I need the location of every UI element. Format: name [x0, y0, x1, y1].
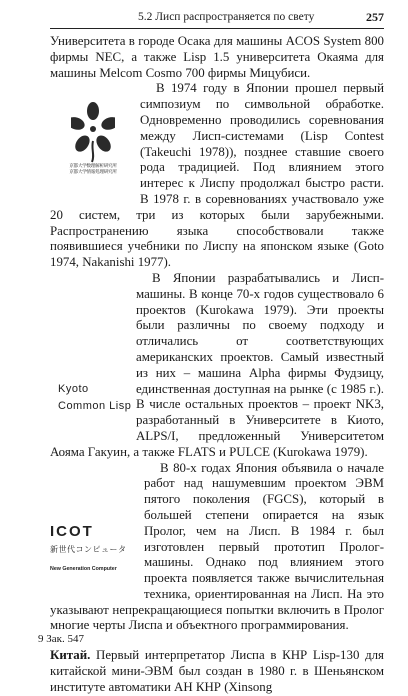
- paragraph-2: В 1974 году в Японии прошел первый симпозиум по символьной обработке. Одновременно проводились соревнования между Лисп-системами (Lisp Contest (Takeuchi 1978)), позднее ставшие своего рода традицией. Под влиянием этого интерес к Лиспу продолжал быстро расти. В 1978 г. в соревнованиях участвовало уже 20 систем, три из которых были зарубежными. Распространению языка способствовали также появившиеся учебники по Лиспу на японском языке (Goto 1974, Nakanishi 1977).: [50, 81, 384, 270]
- printer-signature: 9 Зак. 547: [38, 633, 84, 645]
- kyoto-common-lisp-label: [50, 381, 136, 441]
- icot-english: New Generation Computer: [50, 565, 117, 572]
- paragraph-3: В Японии разрабатывались и Лисп-машины. В конце 70-х годов существовало 6 проектов (Kurokawa 1979). Эти проекты были различны по своему подходу и отличались от соответствующих американских проектов. Самый известный из них – машина Alpha фирмы Фудзицу, единственная доступная на рынке (с 1985 г.). В числе остальных проектов – проект NK3, разработанный в Университете в Киото, ALPS/I, предложенный Университетом Аояма Гакуин, а также FLATS и PULCE (Kurokawa 1979).: [50, 270, 384, 459]
- paragraph-1: Университета в городе Осака для машины ACOS System 800 фирмы NEC, а также Lisp 1.5 университета Окаяма для машины Melcom Cosmo 700 фирмы Мицубиси.: [50, 34, 384, 80]
- china-heading: Китай.: [50, 648, 91, 663]
- icot-logo: [50, 523, 144, 601]
- icot-japanese: 新世代コンピュータ: [50, 544, 127, 554]
- icot-title: ICOT: [50, 522, 94, 540]
- kyoto-line: Kyoto: [58, 382, 89, 395]
- paragraph-china: [50, 648, 384, 695]
- symbol-processing-logo: [50, 101, 136, 195]
- china-text: Первый интерпретатор Лиспа в КНР Lisp-130 для китайской мини-ЭВМ был создан в 1980 г. в Шеньянском институте автоматики АН КНР (Xinsong: [50, 648, 384, 694]
- main-text: [50, 34, 384, 696]
- logo-caption-line-2: 京都大学情報処理研究所: [69, 169, 117, 175]
- common-lisp-line: Common Lisp: [58, 399, 132, 412]
- section-title: 5.2 Лисп распространяется по свету: [138, 11, 315, 23]
- page-number: 257: [366, 10, 384, 24]
- running-header: [50, 8, 384, 29]
- logo-caption-line-1: 京都大学数理解析研究所: [69, 163, 117, 169]
- paragraph-4: В 80-х годах Япония объявила о начале работ над нашумевшим проектом ЭВМ пятого поколения (FGCS), который в большей степени опирается на язык Пролог, чем на Лисп. В 1984 г. был изготовлен первый прототип Пролог-машины. Однако под влиянием этого проекта появляется также вычислительная техника, ориентированная на Лисп. На это указывают непрекращающиеся попытки включить в Пролог многие черты Лиспа и объектного программирования.: [50, 460, 384, 633]
- flower-logo-icon: [71, 101, 115, 163]
